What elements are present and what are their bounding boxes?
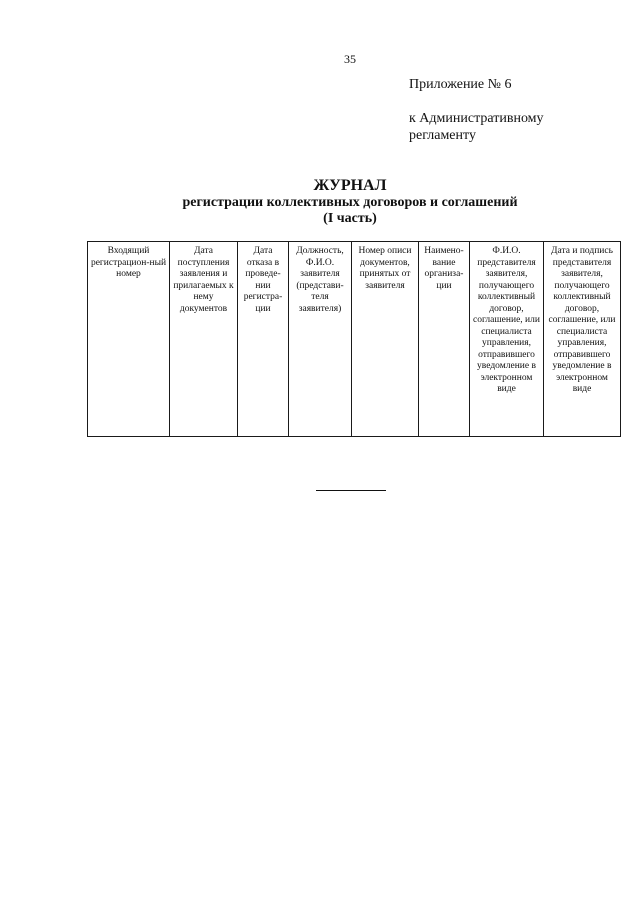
appendix-reference: к Административному [409,111,544,126]
journal-subtitle: регистрации коллективных договоров и соглашений [182,195,518,210]
header-cell-representative-name: Ф.И.О. представителя заявителя, получающего коллективный договор, соглашение, или специалиста управления, отправившего уведомление в электронном виде [470,242,544,437]
journal-table [87,241,621,437]
document-title [0,176,640,227]
header-cell-organization-name: Наимено-вание организа-ции [419,242,470,437]
page-number: 35 [344,52,356,66]
header-cell-date-signature: Дата и подпись представителя заявителя, получающего коллективный договор, соглашение, или специалиста управления, отправившего уведомление в электронном виде [544,242,621,437]
header-cell-inventory-number: Номер описи документов, принятых от заявителя [352,242,419,437]
appendix-note [409,76,544,144]
header-cell-receipt-date: Дата поступления заявления и прилагаемых к нему документов [170,242,238,437]
journal-title: ЖУРНАЛ [313,177,387,194]
header-cell-refusal-date: Дата отказа в проведе-нии регистра-ции [238,242,289,437]
header-cell-incoming-number: Входящий регистрацион-ный номер [88,242,170,437]
header-cell-applicant-position: Должность, Ф.И.О. заявителя (представи-теля заявителя) [289,242,352,437]
appendix-number: Приложение № 6 [409,77,512,92]
journal-part: (I часть) [323,211,377,226]
table-header-row [88,242,621,437]
end-divider [316,490,386,491]
appendix-reference-cont: регламенту [409,128,476,143]
